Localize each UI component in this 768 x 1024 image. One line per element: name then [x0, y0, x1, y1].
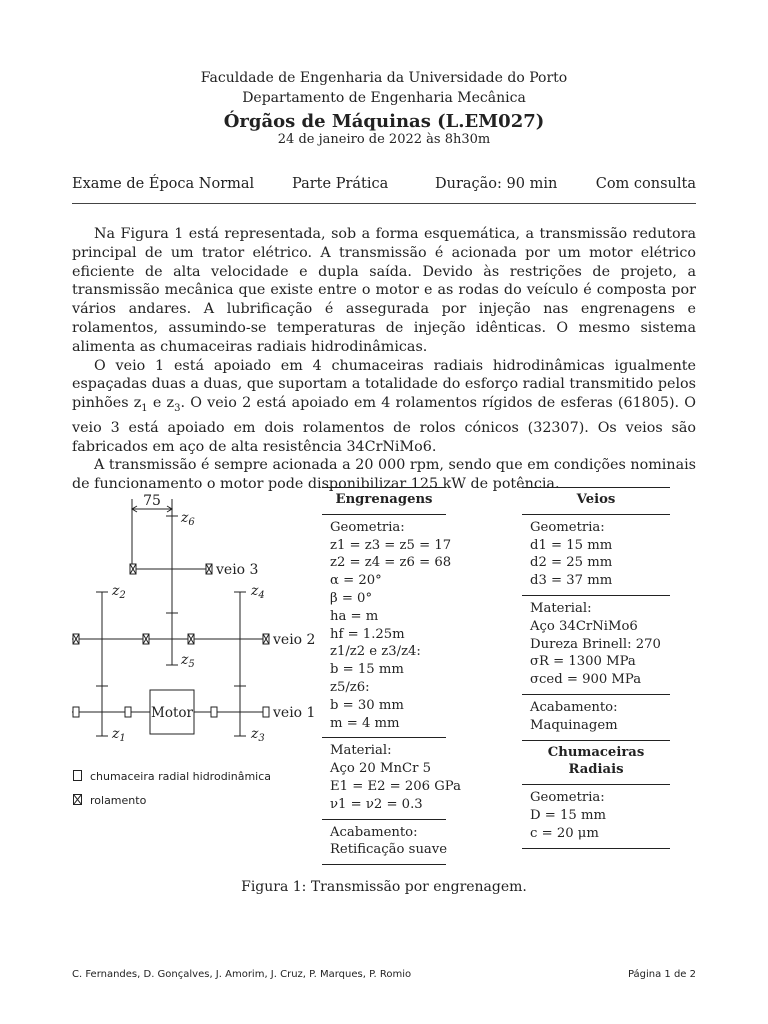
department: Departamento de Engenharia Mecânica — [242, 90, 526, 106]
label-z1: $z_1$ — [112, 726, 126, 744]
gears-pressure-angle: α = 20° — [330, 573, 382, 589]
gears-addendum: ha = m — [330, 608, 379, 624]
shafts-table-title: Veios — [522, 488, 670, 515]
motor-label: Motor — [151, 705, 193, 721]
gears-finish-heading: Acabamento: — [330, 824, 418, 840]
shafts-material-heading: Material: — [530, 600, 592, 616]
gears-poisson: ν1 = ν2 = 0.3 — [330, 796, 423, 812]
shaft-d1: d1 = 15 mm — [530, 537, 613, 553]
sub-1: 1 — [141, 403, 148, 415]
hydro-bearing-icon — [73, 770, 82, 781]
shaft-d2: d2 = 25 mm — [530, 555, 613, 571]
label-z3: $z_3$ — [251, 726, 265, 744]
gears-face-width-1: b = 15 mm — [330, 662, 404, 678]
gears-material-steel: Aço 20 MnCr 5 — [330, 761, 431, 777]
shafts-finish-heading: Acabamento: — [530, 699, 618, 715]
paragraph-2-text-a: O veio 1 está apoiado em 4 chumaceiras radiais hidrodinâmicas igualmente espaçadas duas a duas, que suportam a totalidade do esforço radial transmitido pelos pinhões z — [72, 357, 696, 412]
paragraph-3: A transmissão é sempre acionada a 20 000 rpm, sendo que em condições nominais de funcionamento o motor pode disponibilizar 125 kW de potência. — [72, 457, 696, 493]
gears-dedendum: hf = 1.25m — [330, 626, 405, 642]
shafts-material-steel: Aço 34CrNiMo6 — [530, 618, 638, 634]
gears-material-heading: Material: — [330, 743, 392, 759]
bearing-clearance: c = 20 μm — [530, 825, 599, 841]
gears-teeth-wheels: z2 = z4 = z6 = 68 — [330, 555, 452, 571]
exam-consult: Com consulta — [595, 176, 696, 192]
exam-duration: Duração: 90 min — [435, 176, 558, 192]
gears-geometry — [322, 515, 452, 739]
sub-3: 3 — [174, 403, 181, 415]
legend-rolling-label: rolamento — [90, 794, 147, 807]
bearings-geometry — [522, 785, 670, 848]
label-z2: $z_2$ — [112, 583, 126, 601]
legend-hydrodynamic-label: chumaceira radial hidrodinâmica — [90, 770, 272, 783]
shafts-material — [522, 596, 670, 695]
paragraph-2-text-b: e z — [147, 395, 175, 412]
paragraph-2 — [72, 357, 696, 457]
header-rule — [72, 203, 696, 204]
label-z6: $z_6$ — [181, 510, 195, 528]
gears-young-modulus: E1 = E2 = 206 GPa — [330, 778, 461, 794]
course-title: Órgãos de Máquinas (L.EM027) — [223, 111, 545, 132]
gears-table-title: Engrenagens — [322, 488, 446, 515]
shafts-geometry — [522, 515, 670, 596]
shafts-table — [522, 487, 670, 849]
bearings-geometry-heading: Geometria: — [530, 790, 605, 806]
exam-date: 24 de janeiro de 2022 às 8h30m — [277, 132, 491, 147]
gears-stage-1-2: z1/z2 e z3/z4: — [330, 644, 421, 660]
veio-2-label: veio 2 — [273, 632, 316, 648]
bearings-table-title: Chumaceiras Radiais — [522, 741, 670, 786]
shafts-geometry-heading: Geometria: — [530, 519, 605, 535]
veio-3-label: veio 3 — [216, 562, 259, 578]
gears-finish-value: Retificação suave — [330, 842, 448, 858]
shafts-sigma-ced: σced = 900 MPa — [530, 672, 642, 688]
gears-module: m = 4 mm — [330, 715, 400, 731]
shafts-finish-value: Maquinagem — [530, 717, 618, 733]
veio-1-label: veio 1 — [273, 705, 316, 721]
shafts-finish — [522, 695, 670, 741]
exam-type: Exame de Época Normal — [72, 176, 255, 192]
shafts-sigma-r: σR = 1300 MPa — [530, 654, 636, 670]
gears-helix-angle: β = 0° — [330, 590, 373, 606]
gears-stage-3: z5/z6: — [330, 679, 370, 695]
gears-face-width-2: b = 30 mm — [330, 697, 404, 713]
gears-geometry-heading: Geometria: — [330, 519, 405, 535]
shafts-hardness: Dureza Brinell: 270 — [530, 636, 661, 652]
dimension-label: 75 — [143, 493, 161, 509]
footer-page-number: Página 1 de 2 — [627, 969, 696, 980]
shaft-d3: d3 = 37 mm — [530, 573, 613, 589]
transmission-diagram — [60, 488, 320, 758]
legend-rolling — [73, 794, 146, 807]
rolling-bearing-icon — [73, 794, 82, 805]
exam-part: Parte Prática — [292, 176, 389, 192]
legend-hydrodynamic — [73, 770, 271, 783]
institution: Faculdade de Engenharia da Universidade do Porto — [200, 70, 568, 86]
paragraph-1: Na Figura 1 está representada, sob a forma esquemática, a transmissão redutora principal de um trator elétrico. A transmissão é acionada por um motor elétrico eficiente de alta velocidade e dupla saída. Devido às restrições de projeto, a transmissão mecânica que existe entre o motor e as rodas do veículo é composta por vários andares. A lubrificação é assegurada por injeção nas engrenagens e rolamentos, assumindo-se temperaturas de injeção idênticas. O mesmo sistema alimenta as chumaceiras radiais hidrodinâmicas. — [72, 226, 696, 355]
paragraph-2-text-c: . O veio 2 está apoiado em 4 rolamentos rígidos de esferas (61805). O veio 3 está apoiado em dois rolamentos de rolos cónicos (32307). Os veios são fabricados em aço de alta resistência 34CrNiMo6. — [72, 395, 697, 455]
label-z5: $z_5$ — [181, 652, 195, 670]
figure-caption: Figura 1: Transmissão por engrenagem. — [241, 879, 527, 895]
gears-teeth-pinions: z1 = z3 = z5 = 17 — [330, 537, 452, 553]
bearing-diameter: D = 15 mm — [530, 807, 606, 823]
gears-material — [322, 738, 461, 819]
gears-finish — [322, 820, 446, 866]
problem-statement — [72, 225, 696, 494]
footer-authors: C. Fernandes, D. Gonçalves, J. Amorim, J. Cruz, P. Marques, P. Romio — [72, 969, 412, 980]
gears-table — [322, 487, 461, 865]
label-z4: $z_4$ — [251, 583, 265, 601]
